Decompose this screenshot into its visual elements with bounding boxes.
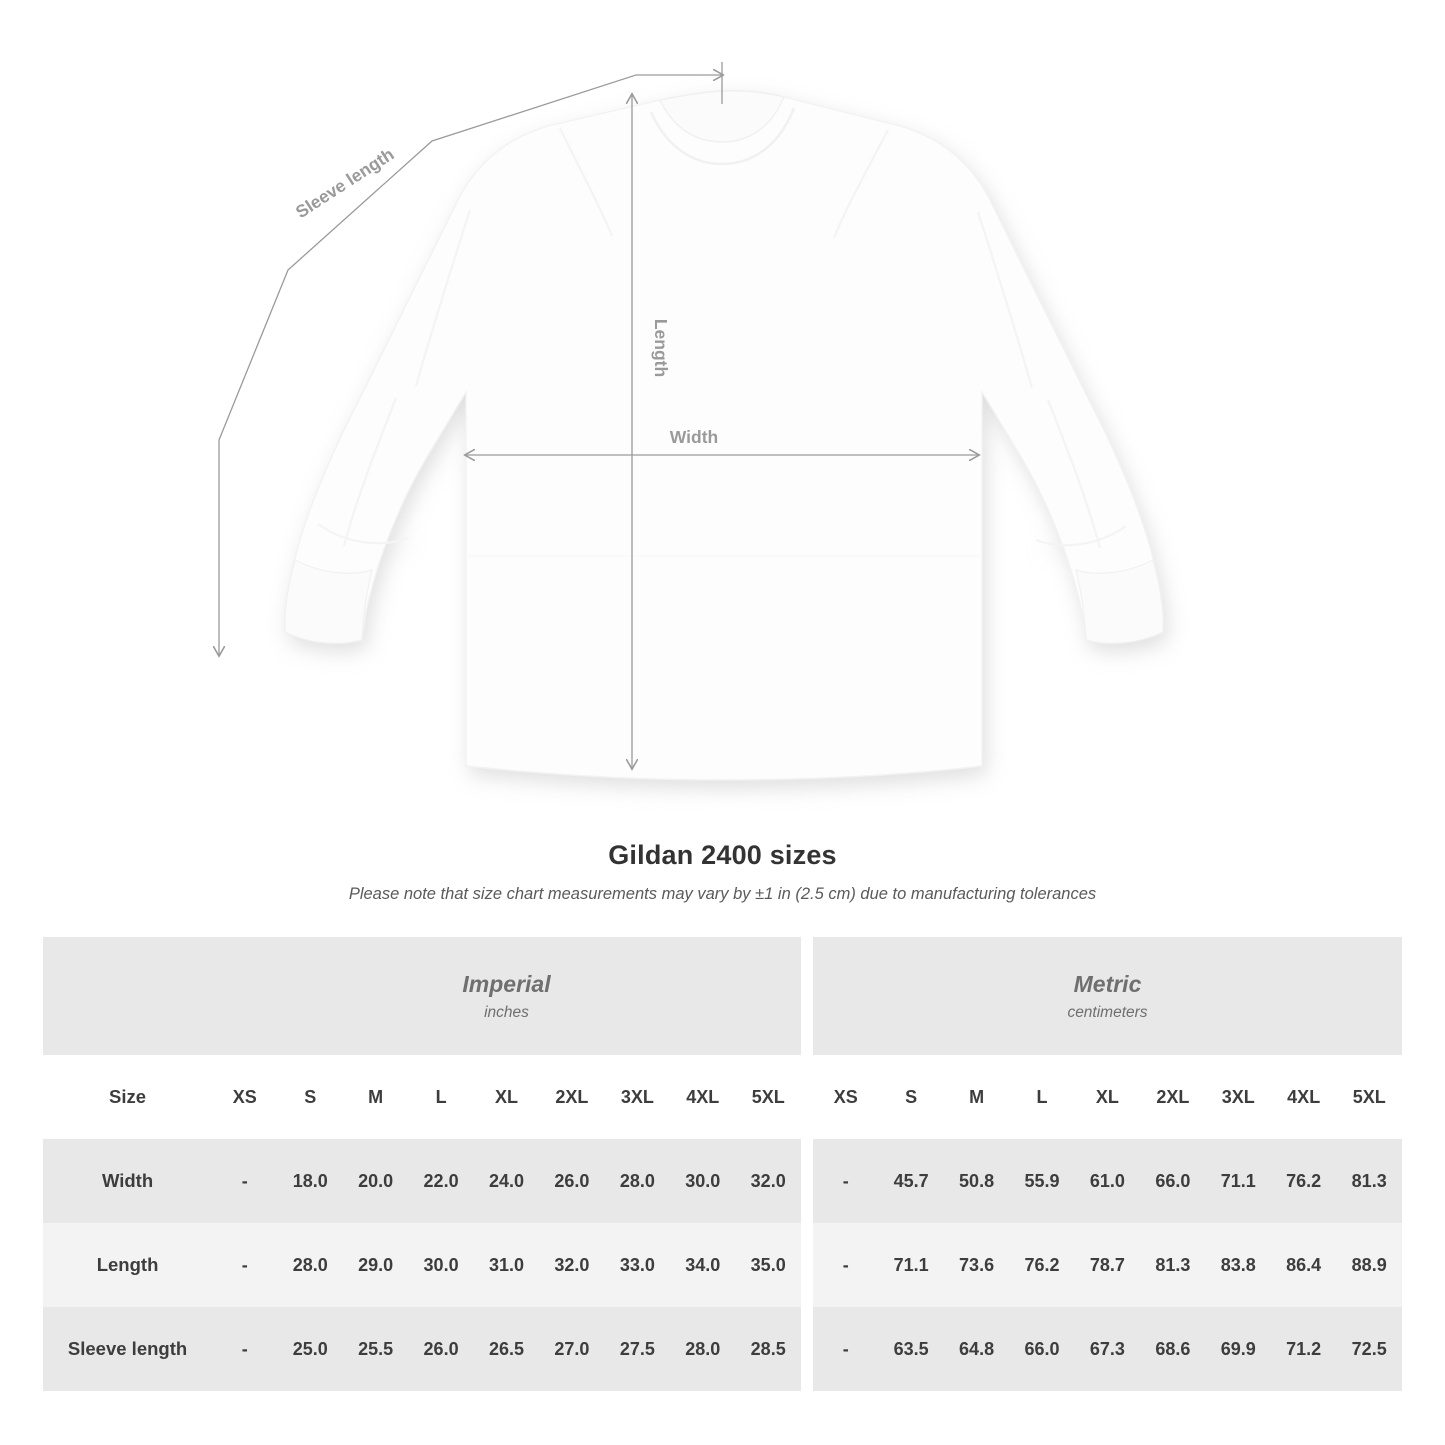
cell-sleeve-length-metric-5xl: 72.5: [1336, 1307, 1402, 1391]
cell-width-imperial-m: 20.0: [343, 1139, 408, 1223]
unit-group-name: Imperial: [462, 970, 551, 997]
column-header-5xl-metric: 5XL: [1336, 1055, 1402, 1139]
cell-width-imperial-4xl: 30.0: [670, 1139, 735, 1223]
cell-length-imperial-xl: 31.0: [474, 1223, 539, 1307]
column-header-s-imperial: S: [278, 1055, 343, 1139]
unit-group-sub: inches: [484, 1004, 529, 1022]
column-header-2xl-metric: 2XL: [1140, 1055, 1205, 1139]
cell-sleeve-length-metric-xs: -: [813, 1307, 878, 1391]
unit-row-divider: [801, 937, 813, 1055]
size-header-label: Size: [43, 1055, 212, 1139]
cell-length-metric-l: 76.2: [1009, 1223, 1074, 1307]
cell-sleeve-length-imperial-xs: -: [212, 1307, 277, 1391]
cell-length-metric-xl: 78.7: [1075, 1223, 1140, 1307]
cell-width-metric-xs: -: [813, 1139, 878, 1223]
cell-length-imperial-3xl: 33.0: [605, 1223, 670, 1307]
cell-sleeve-length-imperial-5xl: 28.5: [735, 1307, 800, 1391]
cell-width-imperial-xl: 24.0: [474, 1139, 539, 1223]
row-label-width: Width: [43, 1139, 212, 1223]
cell-sleeve-length-metric-s: 63.5: [878, 1307, 943, 1391]
column-header-m-metric: M: [944, 1055, 1009, 1139]
cell-sleeve-length-imperial-4xl: 28.0: [670, 1307, 735, 1391]
cell-length-metric-3xl: 83.8: [1206, 1223, 1271, 1307]
cell-length-imperial-5xl: 35.0: [735, 1223, 800, 1307]
size-chart-table-wrap: [43, 937, 1402, 1391]
cell-width-imperial-l: 22.0: [408, 1139, 473, 1223]
cell-width-metric-3xl: 71.1: [1206, 1139, 1271, 1223]
size-chart-table: [43, 937, 1402, 1391]
chart-header: [0, 840, 1445, 904]
column-header-m-imperial: M: [343, 1055, 408, 1139]
length-label: Length: [651, 318, 671, 378]
row-divider: [801, 1139, 813, 1223]
cell-sleeve-length-imperial-m: 25.5: [343, 1307, 408, 1391]
column-header-2xl-imperial: 2XL: [539, 1055, 604, 1139]
cell-length-metric-s: 71.1: [878, 1223, 943, 1307]
cell-width-metric-m: 50.8: [944, 1139, 1009, 1223]
cell-length-metric-2xl: 81.3: [1140, 1223, 1205, 1307]
tolerance-note: Please note that size chart measurements may vary by ±1 in (2.5 cm) due to manufacturing tolerances: [348, 885, 1097, 903]
cell-length-imperial-l: 30.0: [408, 1223, 473, 1307]
cell-sleeve-length-imperial-3xl: 27.5: [605, 1307, 670, 1391]
cell-width-metric-2xl: 66.0: [1140, 1139, 1205, 1223]
column-header-4xl-metric: 4XL: [1271, 1055, 1336, 1139]
row-label-sleeve-length: Sleeve length: [43, 1307, 212, 1391]
cell-sleeve-length-imperial-l: 26.0: [408, 1307, 473, 1391]
unit-group-row: [43, 937, 1402, 1055]
column-header-xl-metric: XL: [1075, 1055, 1140, 1139]
row-divider: [801, 1223, 813, 1307]
table-row: [43, 1223, 1402, 1307]
unit-group-metric: [813, 937, 1402, 1055]
unit-row-spacer: [43, 937, 212, 1055]
cell-length-metric-xs: -: [813, 1223, 878, 1307]
cell-sleeve-length-imperial-2xl: 27.0: [539, 1307, 604, 1391]
unit-group-name: Metric: [1073, 970, 1142, 997]
column-header-xl-imperial: XL: [474, 1055, 539, 1139]
cell-length-metric-5xl: 88.9: [1336, 1223, 1402, 1307]
cell-width-metric-s: 45.7: [878, 1139, 943, 1223]
column-header-5xl-imperial: 5XL: [735, 1055, 800, 1139]
table-row: [43, 1139, 1402, 1223]
cell-width-metric-l: 55.9: [1009, 1139, 1074, 1223]
column-header-xs-imperial: XS: [212, 1055, 277, 1139]
cell-sleeve-length-imperial-xl: 26.5: [474, 1307, 539, 1391]
column-header-3xl-metric: 3XL: [1206, 1055, 1271, 1139]
sleeve-length-label: Sleeve length: [291, 143, 398, 223]
column-header-l-metric: L: [1009, 1055, 1074, 1139]
cell-width-imperial-s: 18.0: [278, 1139, 343, 1223]
column-header-l-imperial: L: [408, 1055, 473, 1139]
table-header-row: [43, 1055, 1402, 1139]
cell-width-metric-4xl: 76.2: [1271, 1139, 1336, 1223]
cell-length-imperial-xs: -: [212, 1223, 277, 1307]
row-label-length: Length: [43, 1223, 212, 1307]
cell-length-metric-m: 73.6: [944, 1223, 1009, 1307]
cell-width-metric-xl: 61.0: [1075, 1139, 1140, 1223]
cell-width-imperial-xs: -: [212, 1139, 277, 1223]
cell-sleeve-length-metric-m: 64.8: [944, 1307, 1009, 1391]
cell-length-imperial-4xl: 34.0: [670, 1223, 735, 1307]
page-title: Gildan 2400 sizes: [608, 840, 837, 870]
column-header-4xl-imperial: 4XL: [670, 1055, 735, 1139]
cell-sleeve-length-metric-4xl: 71.2: [1271, 1307, 1336, 1391]
cell-sleeve-length-metric-2xl: 68.6: [1140, 1307, 1205, 1391]
header-row-divider: [801, 1055, 813, 1139]
cell-length-imperial-m: 29.0: [343, 1223, 408, 1307]
cell-length-imperial-s: 28.0: [278, 1223, 343, 1307]
cell-length-imperial-2xl: 32.0: [539, 1223, 604, 1307]
column-header-xs-metric: XS: [813, 1055, 878, 1139]
unit-group-sub: centimeters: [1067, 1004, 1148, 1022]
cell-width-imperial-2xl: 26.0: [539, 1139, 604, 1223]
cell-sleeve-length-metric-l: 66.0: [1009, 1307, 1074, 1391]
column-header-3xl-imperial: 3XL: [605, 1055, 670, 1139]
cell-width-imperial-5xl: 32.0: [735, 1139, 800, 1223]
cell-sleeve-length-imperial-s: 25.0: [278, 1307, 343, 1391]
shirt-shape: [285, 91, 1163, 780]
column-header-s-metric: S: [878, 1055, 943, 1139]
cell-length-metric-4xl: 86.4: [1271, 1223, 1336, 1307]
cell-width-metric-5xl: 81.3: [1336, 1139, 1402, 1223]
unit-group-imperial: [212, 937, 801, 1055]
cell-sleeve-length-metric-xl: 67.3: [1075, 1307, 1140, 1391]
table-row: [43, 1307, 1402, 1391]
width-label: Width: [669, 427, 719, 447]
cell-sleeve-length-metric-3xl: 69.9: [1206, 1307, 1271, 1391]
row-divider: [801, 1307, 813, 1391]
cell-width-imperial-3xl: 28.0: [605, 1139, 670, 1223]
